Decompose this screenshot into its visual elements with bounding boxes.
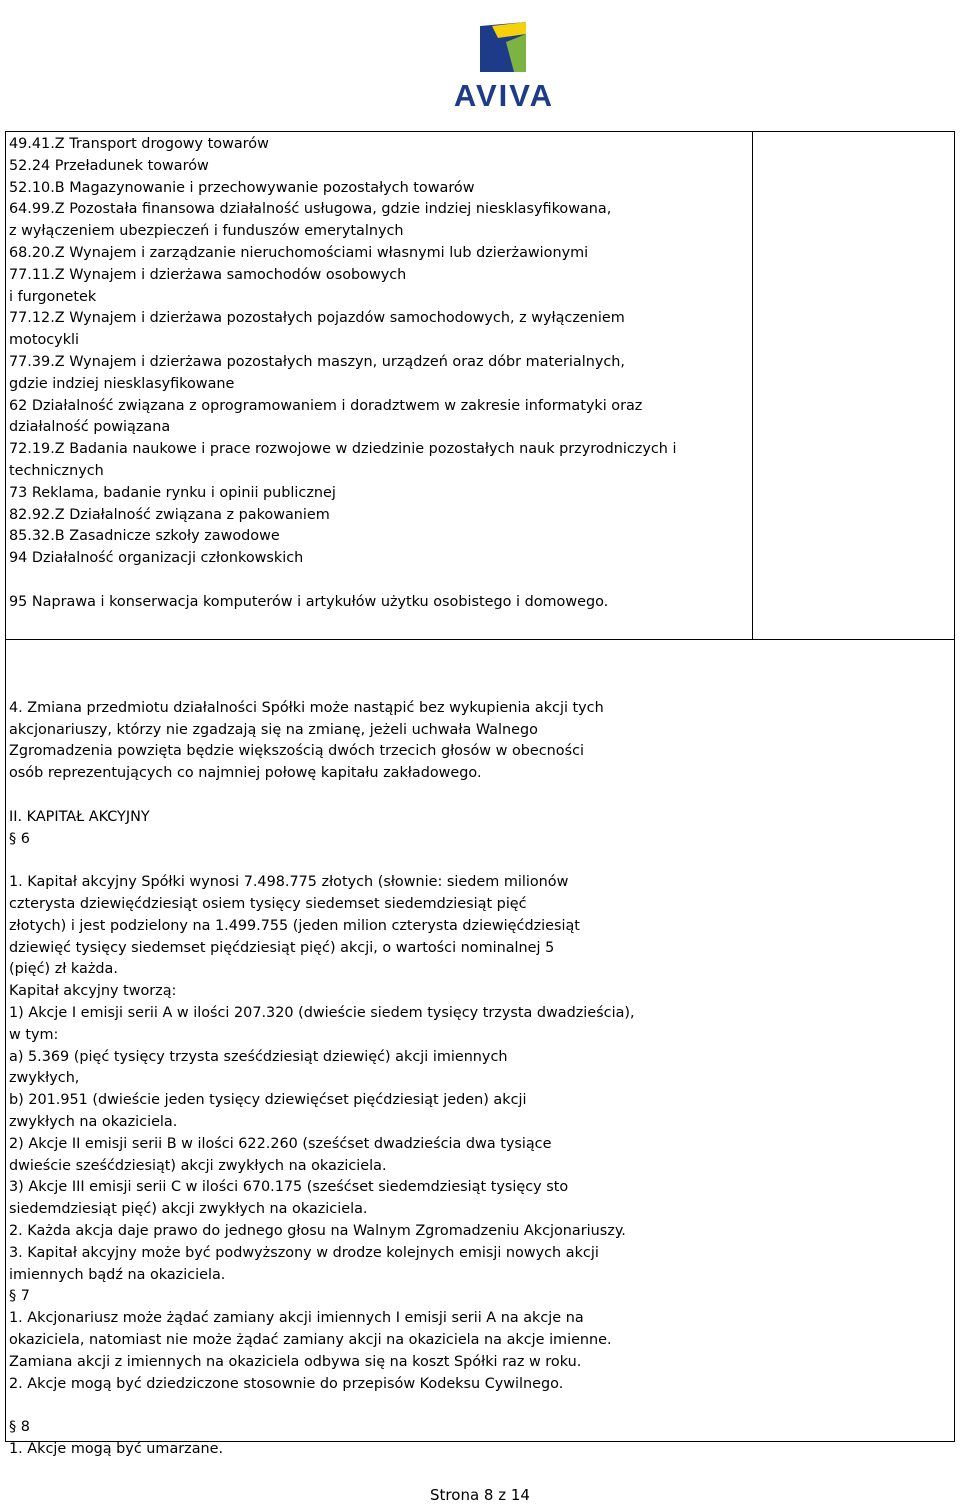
text-line: 68.20.Z Wynajem i zarządzanie nieruchomościami własnymi lub dzierżawionymi [9, 244, 589, 261]
text-line: 94 Działalność organizacji członkowskich [9, 550, 304, 567]
page-number: Strona 8 z 14 [430, 1486, 530, 1504]
text-line: motocykli [9, 332, 80, 349]
blank-line [9, 785, 939, 807]
text-line: 73 Reklama, badanie rynku i opinii publicznej [9, 484, 336, 501]
activity-codes-list [9, 134, 739, 614]
text-line: 77.12.Z Wynajem i dzierżawa pozostałych pojazdów samochodowych, z wyłączeniem [9, 310, 625, 327]
text-line: zwykłych na okaziciela. [9, 1113, 178, 1130]
text-line: 1. Akcje mogą być umarzane. [9, 1440, 224, 1457]
blank-line [9, 1395, 939, 1417]
text-line: 95 Naprawa i konserwacja komputerów i artykułów użytku osobistego i domowego. [9, 593, 609, 610]
text-line: gdzie indziej niesklasyfikowane [9, 375, 235, 392]
aviva-logo [428, 12, 580, 120]
document-table [5, 131, 955, 1457]
text-line: 52.10.B Magazynowanie i przechowywanie pozostałych towarów [9, 179, 475, 196]
text-line: osób reprezentujących co najmniej połowę kapitału zakładowego. [9, 765, 482, 782]
text-line: w tym: [9, 1026, 59, 1043]
text-line: 85.32.B Zasadnicze szkoły zawodowe [9, 528, 280, 545]
text-line: akcjonariuszy, którzy nie zgadzają się na zmianę, jeżeli uchwała Walnego [9, 721, 538, 738]
text-line: 1. Kapitał akcyjny Spółki wynosi 7.498.775 złotych (słownie: siedem milionów [9, 874, 569, 891]
text-line: z wyłączeniem ubezpieczeń i funduszów emerytalnych [9, 223, 404, 240]
text-line: § 7 [9, 1288, 30, 1305]
text-line: 77.39.Z Wynajem i dzierżawa pozostałych maszyn, urządzeń oraz dóbr materialnych, [9, 353, 625, 370]
text-line: technicznych [9, 462, 104, 479]
text-line: 52.24 Przeładunek towarów [9, 157, 209, 174]
text-line: 3. Kapitał akcyjny może być podwyższony w drodze kolejnych emisji nowych akcji [9, 1244, 599, 1261]
text-line: 49.41.Z Transport drogowy towarów [9, 136, 269, 152]
text-line: 4. Zmiana przedmiotu działalności Spółki może nastąpić bez wykupienia akcji tych [9, 699, 604, 716]
text-line: § 8 [9, 1419, 30, 1436]
text-line: 1. Akcjonariusz może żądać zamiany akcji imiennych I emisji serii A na akcje na [9, 1310, 584, 1327]
text-line: czterysta dziewięćdziesiąt osiem tysięcy siedemset siedemdziesiąt pięć [9, 895, 527, 912]
blank-line [9, 570, 739, 592]
text-line: b) 201.951 (dwieście jeden tysięcy dziewięćset pięćdziesiąt jeden) akcji [9, 1092, 527, 1109]
aviva-logo-icon [428, 12, 580, 78]
text-line: siedemdziesiąt pięć) akcji zwykłych na okaziciela. [9, 1201, 368, 1218]
text-line: (pięć) zł każda. [9, 961, 118, 978]
text-line: działalność powiązana [9, 419, 171, 436]
text-line: 1) Akcje I emisji serii A w ilości 207.320 (dwieście siedem tysięcy trzysta dwadzieścia), [9, 1004, 635, 1021]
text-line: 64.99.Z Pozostała finansowa działalność usługowa, gdzie indziej niesklasyfikowana, [9, 201, 612, 218]
blank-line [9, 850, 939, 872]
text-line: imiennych bądź na okaziciela. [9, 1266, 226, 1283]
text-line: zwykłych, [9, 1070, 80, 1087]
text-line: 72.19.Z Badania naukowe i prace rozwojowe w dziedzinie pozostałych nauk przyrodniczych i [9, 441, 677, 458]
blank-line [9, 676, 939, 698]
text-line: Zgromadzenia powzięta będzie większością dwóch trzecich głosów w obecności [9, 743, 585, 760]
text-line: Zamiana akcji z imiennych na okaziciela odbywa się na koszt Spółki raz w roku. [9, 1353, 582, 1370]
text-line: II. KAPITAŁ AKCYJNY [9, 808, 150, 825]
text-line: 2) Akcje II emisji serii B w ilości 622.260 (sześćset dwadzieścia dwa tysiące [9, 1135, 552, 1152]
text-line: 77.11.Z Wynajem i dzierżawa samochodów osobowych [9, 266, 407, 283]
text-line: a) 5.369 (pięć tysięcy trzysta sześćdziesiąt dziewięć) akcji imiennych [9, 1048, 508, 1065]
text-line: 62 Działalność związana z oprogramowaniem i doradztwem w zakresie informatyki oraz [9, 397, 643, 414]
text-line: 3) Akcje III emisji serii C w ilości 670.175 (sześćset siedemdziesiąt tysięcy sto [9, 1179, 569, 1196]
text-line: § 6 [9, 830, 30, 847]
text-line: dwieście sześćdziesiąt) akcji zwykłych na okaziciela. [9, 1157, 387, 1174]
text-line: 2. Każda akcja daje prawo do jednego głosu na Walnym Zgromadzeniu Akcjonariuszy. [9, 1222, 626, 1239]
text-line: 2. Akcje mogą być dziedziczone stosownie do przepisów Kodeksu Cywilnego. [9, 1375, 564, 1392]
column-divider [752, 132, 753, 639]
row-divider [6, 639, 954, 640]
text-line: 82.92.Z Działalność związana z pakowaniem [9, 506, 330, 523]
text-line: dziewięć tysięcy siedemset pięćdziesiąt pięć) akcji, o wartości nominalnej 5 [9, 939, 555, 956]
text-line: okaziciela, natomiast nie może żądać zamiany akcji na okaziciela na akcje imienne. [9, 1331, 612, 1348]
text-line: i furgonetek [9, 288, 97, 305]
statute-text [9, 676, 939, 1461]
text-line: złotych) i jest podzielony na 1.499.755 (jeden milion czterysta dziewięćdziesiąt [9, 917, 580, 934]
text-line: Kapitał akcyjny tworzą: [9, 983, 177, 1000]
logo-wordmark: AVIVA [453, 78, 555, 113]
